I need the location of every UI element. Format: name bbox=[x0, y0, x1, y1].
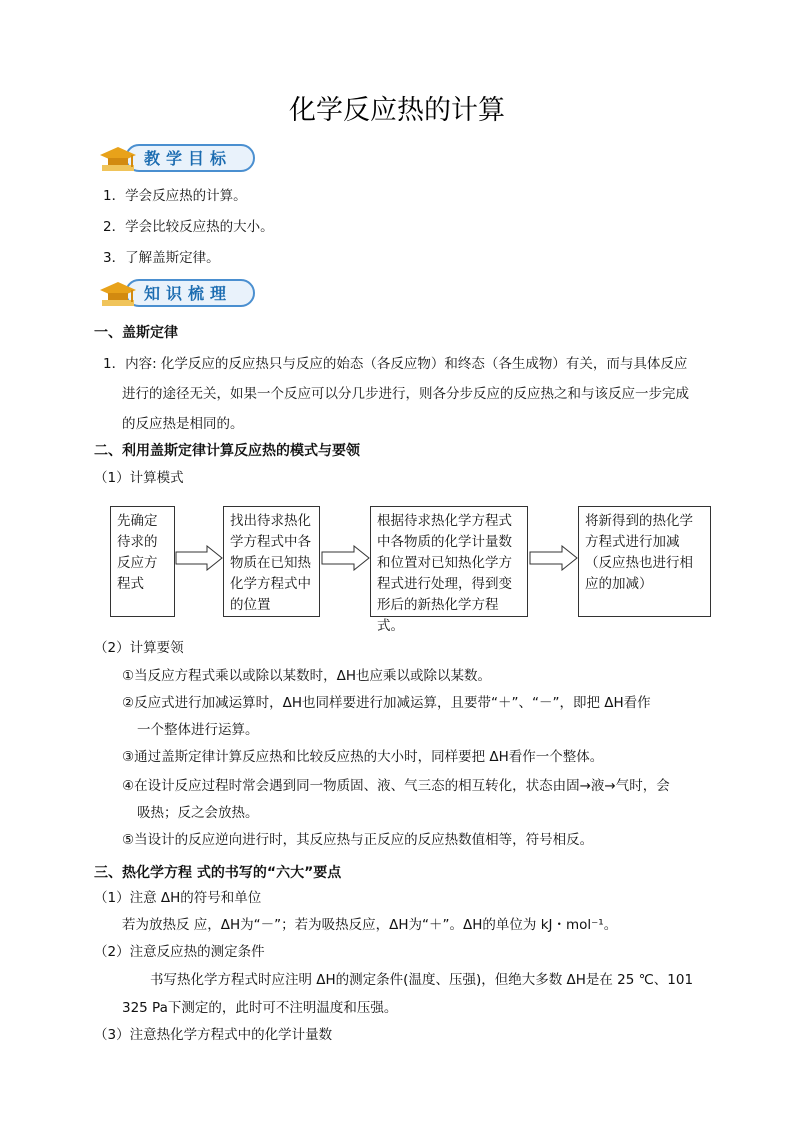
point-line: ④在设计反应过程时常会遇到同一物质固、液、气三态的相互转化，状态由固→液→气时，会 bbox=[122, 778, 670, 794]
goal-item: 2．学会比较反应热的大小。 bbox=[103, 219, 274, 235]
flow-arrow-icon bbox=[529, 545, 578, 571]
paragraph-line: 325 Pa下测定的，此时可不注明温度和压强。 bbox=[122, 1000, 398, 1016]
section-heading: 三、热化学方程 式的书写的“六大”要点 bbox=[94, 865, 342, 881]
flow-step-box: 找出待求热化学方程式中各物质在已知热化学方程式中的位置 bbox=[223, 506, 320, 617]
point-line: ③通过盖斯定律计算反应热和比较反应热的大小时，同样要把 ΔH看作一个整体。 bbox=[122, 749, 604, 765]
page-title: 化学反应热的计算 bbox=[289, 95, 505, 126]
point-line: ⑤当设计的反应逆向进行时，其反应热与正反应的反应热数值相等，符号相反。 bbox=[122, 832, 594, 848]
section-heading: 一、盖斯定律 bbox=[94, 325, 178, 341]
flow-arrow-icon bbox=[175, 545, 223, 571]
paragraph-line: 1．内容: 化学反应的反应热只与反应的始态（各反应物）和终态（各生成物）有关，而与具体反应 bbox=[103, 356, 688, 372]
point-line: ①当反应方程式乘以或除以某数时，ΔH也应乘以或除以某数。 bbox=[122, 668, 491, 684]
flow-step-box: 先确定待求的反应方程式 bbox=[110, 506, 175, 617]
goals-banner-label: 教学目标 bbox=[144, 149, 233, 168]
point-line: 吸热；反之会放热。 bbox=[137, 805, 259, 821]
paragraph-line: 进行的途径无关，如果一个反应可以分几步进行，则各分步反应的反应热之和与该反应一步完成 bbox=[122, 386, 689, 402]
point-line: 一个整体进行运算。 bbox=[137, 722, 259, 738]
sub-heading: （2）计算要领 bbox=[94, 640, 184, 656]
flow-arrow-icon bbox=[321, 545, 370, 571]
section-heading: 二、利用盖斯定律计算反应热的模式与要领 bbox=[94, 443, 360, 459]
goals-banner bbox=[96, 141, 258, 175]
flow-step-box: 将新得到的热化学方程式进行加减（反应热也进行相应的加减） bbox=[578, 506, 711, 617]
paragraph-line: 书写热化学方程式时应注明 ΔH的测定条件(温度、压强)，但绝大多数 ΔH是在 25 ℃、101 bbox=[150, 972, 694, 988]
knowledge-banner-label: 知识梳理 bbox=[144, 284, 233, 303]
paragraph-line: 若为放热反 应，ΔH为“－”；若为吸热反应，ΔH为“＋”。ΔH的单位为 kJ・mol⁻¹。 bbox=[122, 917, 618, 933]
sub-heading: （1）计算模式 bbox=[94, 470, 184, 486]
paragraph-line: 的反应热是相同的。 bbox=[122, 416, 244, 432]
goal-item: 3．了解盖斯定律。 bbox=[103, 250, 220, 266]
goal-item: 1．学会反应热的计算。 bbox=[103, 188, 247, 204]
sub-heading: （2）注意反应热的测定条件 bbox=[94, 944, 265, 960]
sub-heading: （1）注意 ΔH的符号和单位 bbox=[94, 890, 262, 906]
flow-step-box: 根据待求热化学方程式中各物质的化学计量数和位置对已知热化学方程式进行处理，得到变形后的新热化学方程式。 bbox=[370, 506, 528, 617]
point-line: ②反应式进行加减运算时，ΔH也同样要进行加减运算，且要带“＋”、“－”，即把 ΔH看作 bbox=[122, 695, 651, 711]
sub-heading: （3）注意热化学方程式中的化学计量数 bbox=[94, 1027, 333, 1043]
knowledge-banner bbox=[96, 276, 258, 310]
